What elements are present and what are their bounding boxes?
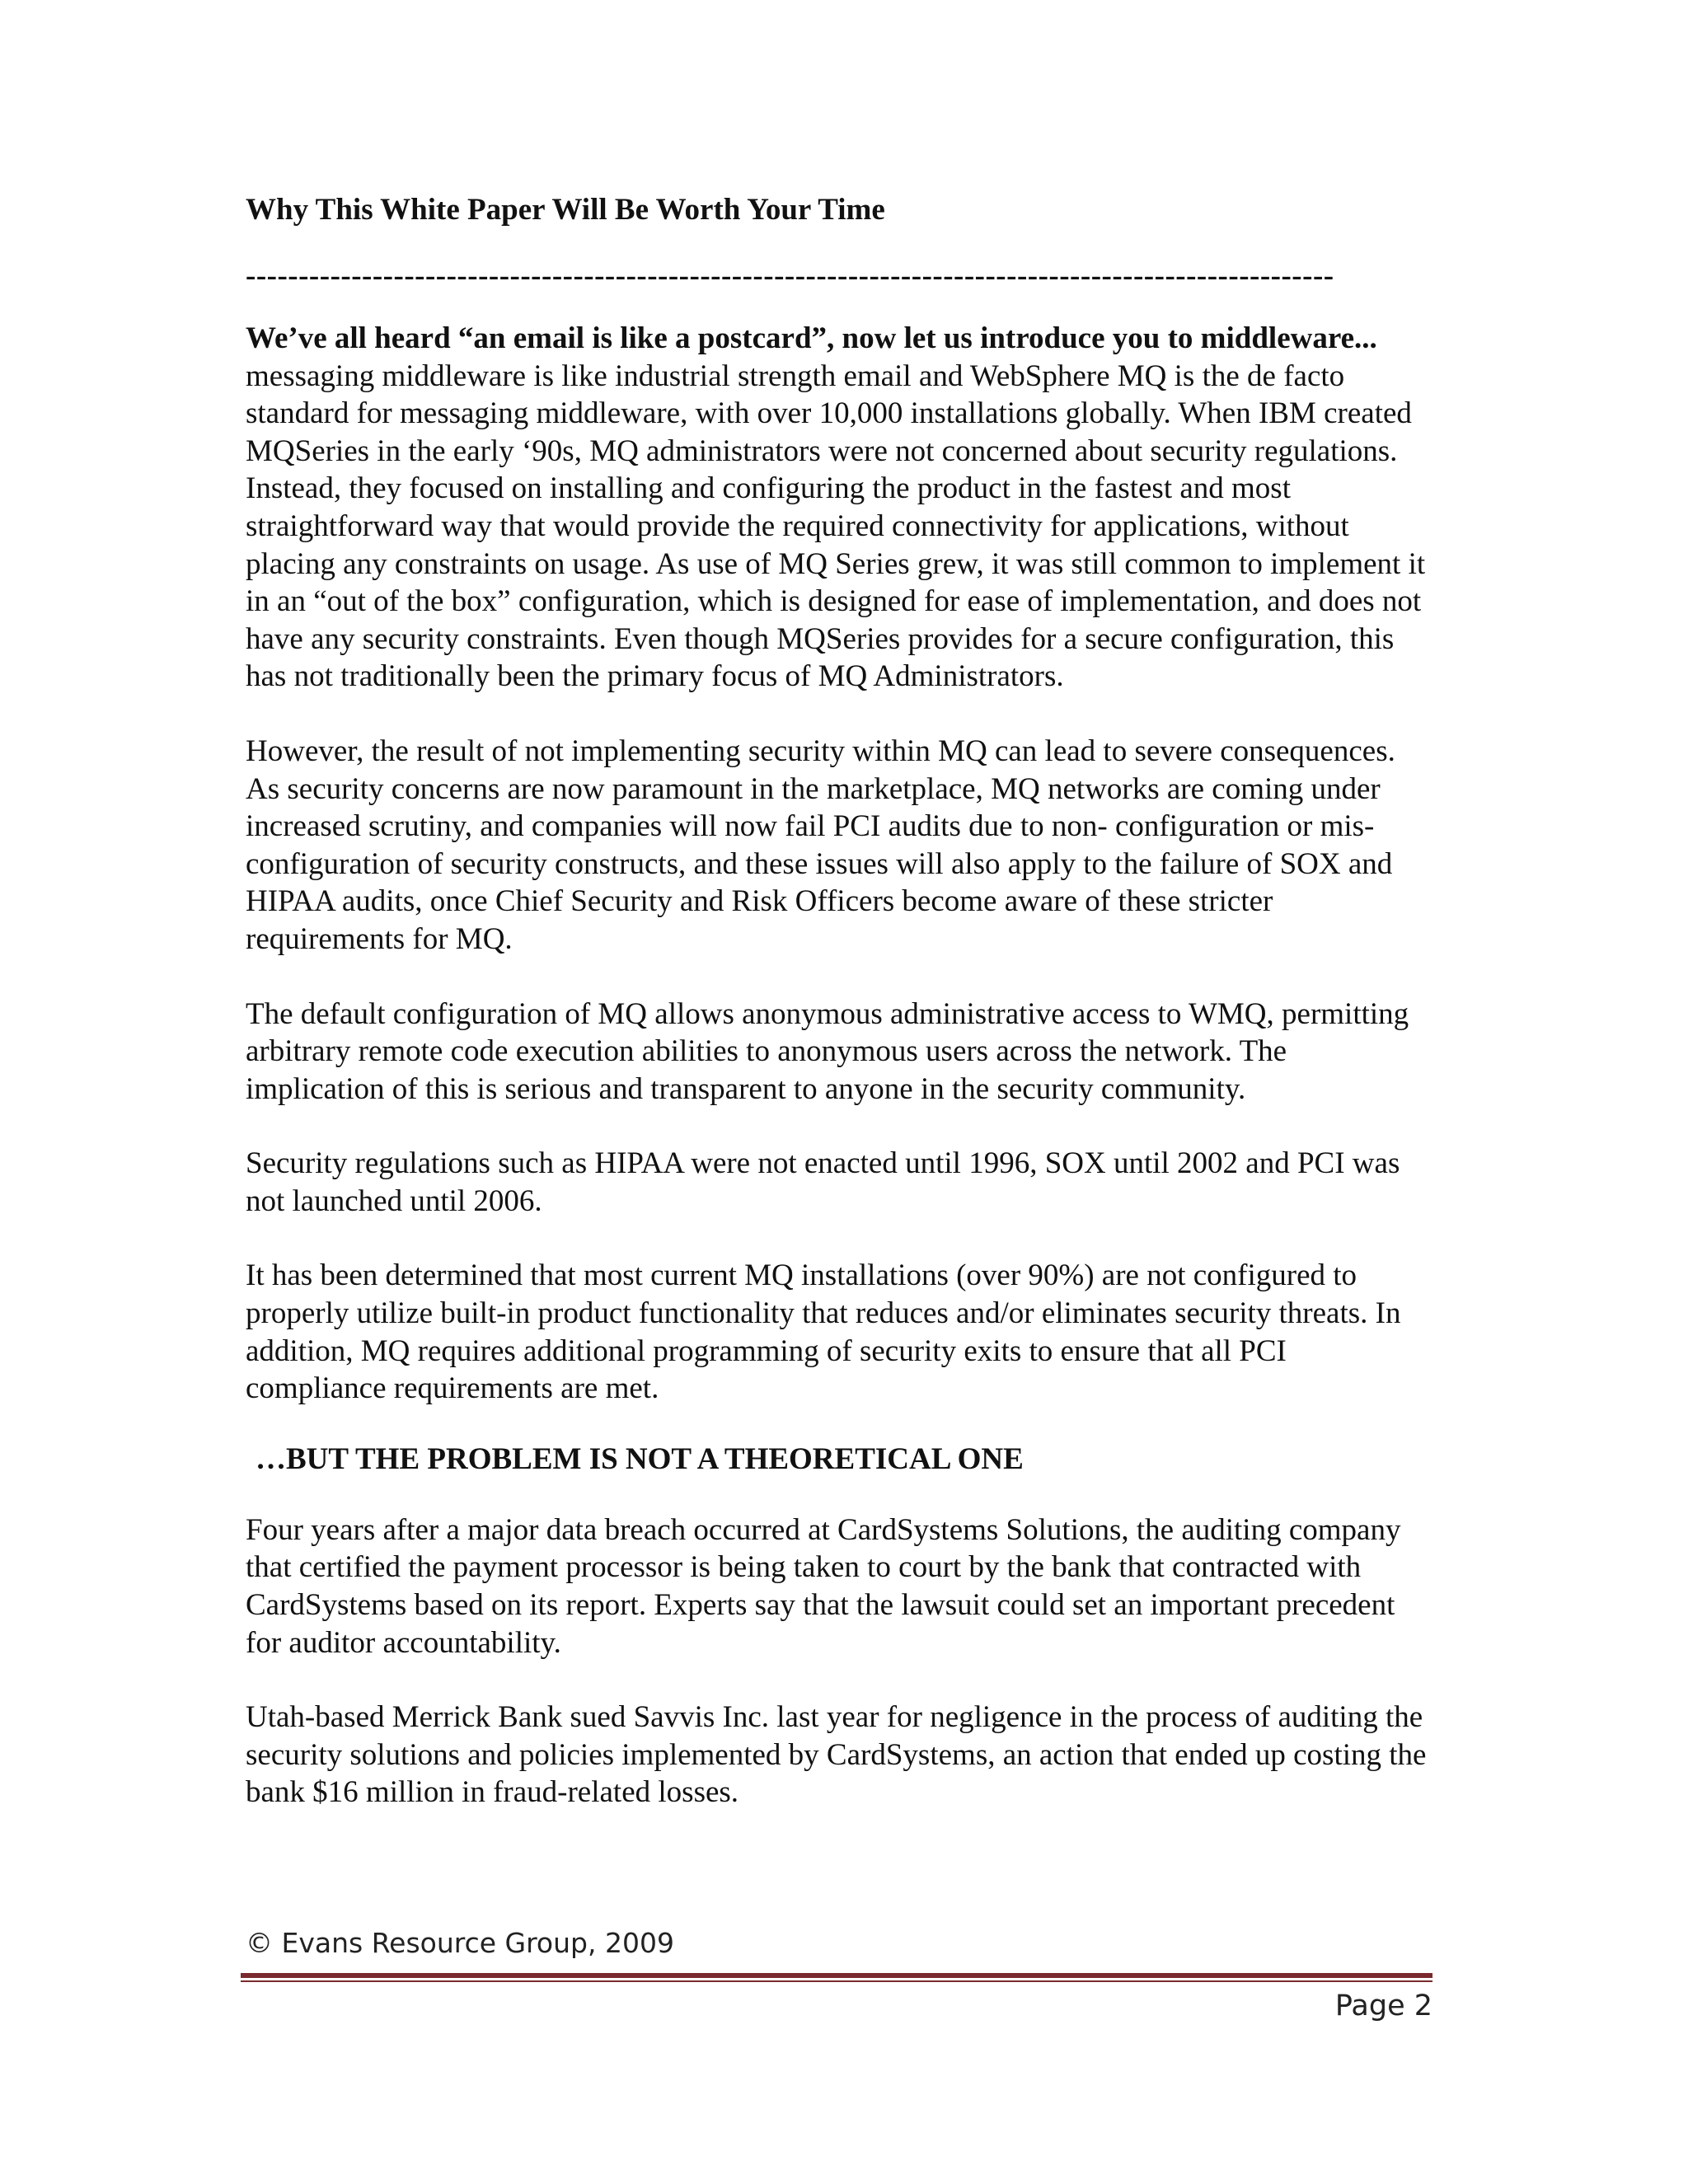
spacer bbox=[246, 1220, 1432, 1257]
footer-copyright: © Evans Resource Group, 2009 bbox=[246, 1927, 674, 1959]
spacer bbox=[246, 1479, 1432, 1511]
dashed-divider: ------------------------------------------------------------------------------------------------------- bbox=[246, 259, 1334, 293]
paragraph-installations: It has been determined that most current MQ installations (over 90%) are not configured to properly utilize built-in product functionality that reduces and/or eliminates security threats. In addition, MQ requires additional programming of security exits to ensure that all PCI compliance requirements are met. bbox=[246, 1258, 1401, 1406]
section-heading: …BUT THE PROBLEM IS NOT A THEORETICAL ONE bbox=[256, 1441, 1024, 1476]
footer-rule-thin bbox=[241, 1980, 1432, 1982]
paragraph-default-config: The default configuration of MQ allows anonymous administrative access to WMQ, permitting arbitrary remote code execution abilities to anonymous users across the network. The implication of this is serious and transparent to anyone in the security community. bbox=[246, 996, 1409, 1106]
intro-bold-lead: We’ve all heard “an email is like a postcard”, now let us introduce you to middleware... bbox=[246, 321, 1377, 355]
page-heading: Why This White Paper Will Be Worth Your Time bbox=[246, 193, 885, 227]
spacer bbox=[246, 696, 1432, 733]
page-content bbox=[246, 191, 1432, 1811]
spacer bbox=[246, 1408, 1432, 1441]
intro-paragraph bbox=[246, 320, 1432, 696]
spacer bbox=[246, 1661, 1432, 1699]
footer-rule bbox=[241, 1973, 1432, 1982]
paragraph-merrick-bank: Utah-based Merrick Bank sued Savvis Inc. last year for negligence in the process of auditing the security solutions and policies implemented by CardSystems, an action that ended up costing the bank $16 million in fraud-related losses. bbox=[246, 1700, 1427, 1810]
spacer bbox=[246, 295, 1432, 320]
spacer bbox=[246, 1108, 1432, 1145]
intro-text: messaging middleware is like industrial strength email and WebSphere MQ is the de facto standard for messaging middleware, with over 10,000 installations globally. When IBM created MQSeries in the early ‘90s, MQ administrators were not concerned about security regulations. Instead, they focused on installing and configuring the product in the fastest and most straightforward way that would provide the required connectivity for applications, without placing any constraints on usage. As use of MQ Series grew, it was still common to implement it in an “out of the box” configuration, which is designed for ease of implementation, and does not have any security constraints. Even though MQSeries provides for a secure configuration, this has not traditionally been the primary focus of MQ Administrators. bbox=[246, 359, 1426, 694]
paragraph-cardsystems: Four years after a major data breach occurred at CardSystems Solutions, the auditing company that certified the payment processor is being taken to court by the bank that contracted with CardSystems based on its report. Experts say that the lawsuit could set an important precedent for auditor accountability. bbox=[246, 1512, 1401, 1660]
footer-rule-thick bbox=[241, 1973, 1432, 1978]
paragraph-regulations: Security regulations such as HIPAA were not enacted until 1996, SOX until 2002 and PCI was not launched until 2006. bbox=[246, 1146, 1400, 1218]
spacer bbox=[246, 958, 1432, 996]
page-number: Page 2 bbox=[1334, 1990, 1432, 2022]
paragraph-security-consequences: However, the result of not implementing security within MQ can lead to severe consequences. As security concerns are now paramount in the marketplace, MQ networks are coming under increased scrutiny, and companies will now fail PCI audits due to non- configuration or mis-configuration of security constructs, and these issues will also apply to the failure of SOX and HIPAA audits, once Chief Security and Risk Officers become aware of these stricter requirements for MQ. bbox=[246, 733, 1395, 956]
